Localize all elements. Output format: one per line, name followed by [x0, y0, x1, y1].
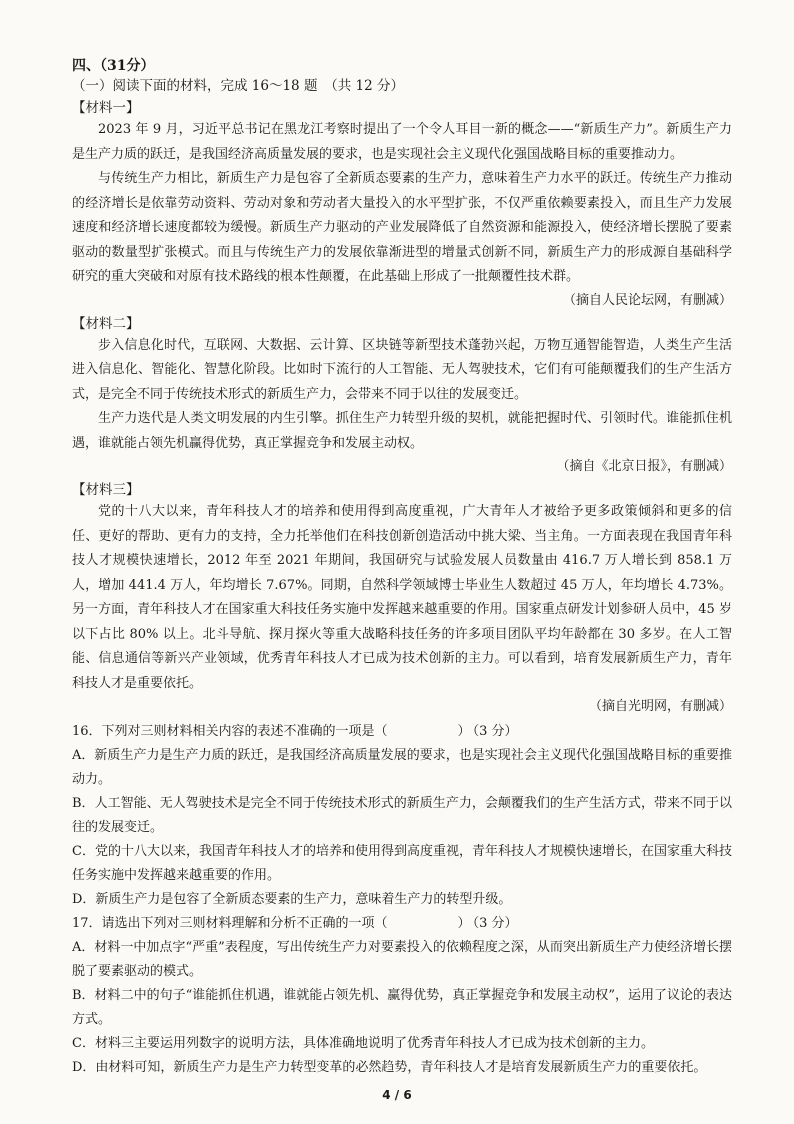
question-17-points: （3 分）	[472, 916, 518, 931]
question-16-stem	[72, 720, 732, 744]
question-16-option-c: C．党的十八大以来，我国青年科技人才的培养和使用得到高度重视，青年科技人才规模快速增长，在国家重大科技任务实施中发挥越来越重要的作用。	[72, 844, 732, 883]
material-2-label: 【材料二】	[72, 315, 140, 332]
question-16-text: 16．下列对三则材料相关内容的表述不准确的一项是（	[72, 724, 388, 739]
question-17-stem	[72, 912, 732, 936]
question-16-option-d: D．新质生产力是包容了全新质态要素的生产力，意味着生产力的转型升级。	[72, 892, 512, 907]
material-1-paragraph: 2023 年 9 月，习近平总书记在黑龙江考察时提出了一个令人耳目一新的概念——“新质生产力”。新质生产力是生产力质的跃迁，是我国经济高质量发展的要求，也是实现社会主义现代化强国战略目标的重要推动力。	[72, 122, 732, 162]
question-16-option-b: B．人工智能、无人驾驶技术是完全不同于传统技术形式的新质生产力，会颠覆我们的生产生活方式，带来不同于以往的发展变迁。	[72, 796, 732, 835]
question-17-text: 17．请选出下列对三则材料理解和分析不正确的一项（	[72, 916, 388, 931]
question-17-close: ）	[457, 916, 471, 931]
question-16-option-a: A．新质生产力是生产力质的跃迁，是我国经济高质量发展的要求，也是实现社会主义现代化强国战略目标的重要推动力。	[72, 748, 732, 787]
material-3-paragraph: 党的十八大以来，青年科技人才的培养和使用得到高度重视，广大青年人才被给予更多政策倾斜和更多的信任、更好的帮助、更有力的支持，全力托举他们在科技创新创造活动中挑大梁、当主角。一方面表现在我国青年科技人才规模快速增长，2012 年至 2021 年期间，我国研究与试验发展人员数量由 416.7 万人增长到 858.1 万人，增加 441.4 万人，年均增长 7.67%。同期，自然科学领域博士毕业生人数超过 45 万人，年均增长 4.73%。另一方面，青年科技人才在国家重大科技任务实施中发挥越来越重要的作用。国家重点研发计划参研人员中，45 岁以下占比 80% 以上。北斗导航、探月探火等重大战略科技任务的许多项目团队平均年龄都在 30 多岁。在人工智能、信息通信等新兴产业领域，优秀青年科技人才已成为技术创新的主力。可以看到，培育发展新质生产力，青年科技人才是重要依托。	[72, 504, 732, 691]
material-1-source: （摘自人民论坛网，有删减）	[562, 292, 732, 308]
question-16-points: （3 分）	[472, 724, 518, 739]
question-17-option-b: B．材料二中的句子“谁能抓住机遇，谁就能占领先机、赢得优势，真正掌握竞争和发展主动权”，运用了议论的表达方式。	[72, 988, 732, 1027]
page-number: 4 / 6	[382, 1088, 412, 1102]
question-17-option-a: A．材料一中加点字“严重”表程度，写出传统生产力对要素投入的依赖程度之深，从而突出新质生产力使经济增长摆脱了要素驱动的模式。	[72, 940, 732, 979]
question-17-option-d: D．由材料可知，新质生产力是生产力转型变革的必然趋势，青年科技人才是培育发展新质生产力的重要依托。	[72, 1060, 707, 1075]
page-content	[72, 56, 732, 1080]
material-3-label: 【材料三】	[72, 482, 140, 498]
material-1-label: 【材料一】	[72, 100, 140, 116]
section-subtitle: （一）阅读下面的材料，完成 16～18 题 （共 12 分）	[72, 78, 404, 94]
material-1-paragraph: 与传统生产力相比，新质生产力是包容了全新质态要素的生产力，意味着生产力水平的跃迁。传统生产力推动的经济增长是依靠劳动资料、劳动对象和劳动者大量投入的水平型扩张，不仅严重依赖要素投入，而且生产力发展速度和经济增长速度都较为缓慢。新质生产力驱动的产业发展降低了自然资源和能源投入，使经济增长摆脱了要素驱动的数量型扩张模式。而且与传统生产力的发展依靠渐进型的增量式创新不同，新质生产力的形成源自基础科学研究的重大突破和对原有技术路线的根本性颠覆，在此基础上形成了一批颠覆性技术群。	[72, 171, 732, 284]
material-2-source: （摘自《北京日报》，有删减）	[556, 459, 732, 474]
section-title: 四、（31分）	[72, 58, 155, 74]
material-2-paragraph: 步入信息化时代，互联网、大数据、云计算、区块链等新型技术蓬勃兴起，万物互通智能智造，人类生产生活进入信息化、智能化、智慧化阶段。比如时下流行的人工智能、无人驾驶技术，它们有可能颠覆我们的生产生活方式，是完全不同于传统技术形式的新质生产力，会带来不同于以往的发展变迁。	[72, 337, 732, 402]
material-2-paragraph: 生产力迭代是人类文明发展的内生引擎。抓住生产力转型升级的契机，就能把握时代、引领时代。谁能抓住机遇，谁就能占领先机赢得优势，真正掌握竞争和发展主动权。	[72, 411, 732, 451]
material-3-source: （摘自光明网，有删减）	[588, 699, 732, 714]
question-17-option-c: C．材料三主要运用列数字的说明方法，具体准确地说明了优秀青年科技人才已成为技术创新的主力。	[72, 1036, 654, 1051]
question-16-close: ）	[457, 724, 471, 739]
